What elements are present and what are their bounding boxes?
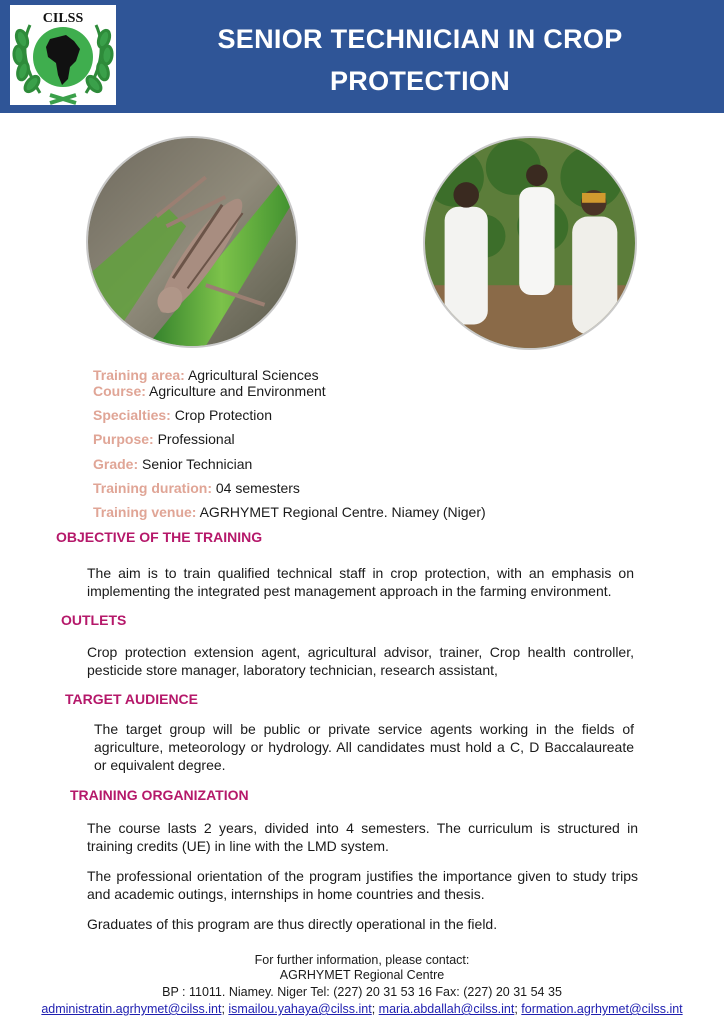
outlets-text: Crop protection extension agent, agricultural advisor, trainer, Crop health controller, pesticide store manager, laboratory technician, research assistant, (87, 644, 634, 678)
header-banner (0, 0, 724, 113)
page-title-line1: SENIOR TECHNICIAN IN CROP (217, 24, 623, 54)
audience-text: The target group will be public or private service agents working in the fields of agriculture, meteorology or hydrology. All candidates must hold a C, D Baccalaureate or equivalent degree. (94, 721, 634, 773)
detail-label: Training venue: (93, 504, 197, 520)
section-title-objective: OBJECTIVE OF THE TRAINING (56, 529, 263, 545)
detail-purpose (93, 431, 235, 447)
footer-centre-name: AGRHYMET Regional Centre (279, 968, 445, 982)
detail-label: Specialties: (93, 407, 171, 423)
people-inspecting-plant-photo (423, 136, 637, 350)
organization-text-2: The professional orientation of the program justifies the importance given to study trips and academic outings, internships in home countries and thesis. (87, 868, 638, 902)
email-link-maria[interactable]: maria.abdallah@cilss.int (378, 1002, 515, 1016)
detail-specialties (93, 407, 272, 423)
detail-label: Purpose: (93, 431, 154, 447)
email-separator: ; (221, 1002, 229, 1016)
detail-venue (93, 504, 486, 520)
detail-value: Professional (157, 431, 235, 447)
detail-value: Agriculture and Environment (149, 383, 326, 399)
detail-value: Crop Protection (174, 407, 272, 423)
detail-label: Course: (93, 383, 146, 399)
email-link-formation[interactable]: formation.agrhymet@cilss.int (521, 1002, 683, 1016)
detail-label: Training area: (93, 367, 185, 383)
detail-value: Agricultural Sciences (187, 367, 319, 383)
detail-value: AGRHYMET Regional Centre. Niamey (Niger) (199, 504, 486, 520)
objective-text: The aim is to train qualified technical staff in crop protection, with an emphasis on implementing the integrated pest management approach in the farming environment. (87, 565, 634, 599)
footer-contact-line: For further information, please contact: (254, 953, 470, 967)
page-title-line2: PROTECTION (329, 66, 510, 96)
email-link-ismailou[interactable]: ismailou.yahaya@cilss.int (228, 1002, 372, 1016)
detail-value: 04 semesters (215, 480, 300, 496)
footer-emails (0, 1002, 724, 1016)
organization-text-1: The course lasts 2 years, divided into 4 semesters. The curriculum is structured in training credits (UE) in line with the LMD system. (87, 820, 638, 854)
section-title-organization: TRAINING ORGANIZATION (70, 787, 249, 803)
detail-label: Grade: (93, 456, 139, 472)
page-title (130, 18, 710, 102)
detail-grade (93, 456, 252, 472)
footer-address: BP : 11011. Niamey. Niger Tel: (227) 20 31 53 16 Fax: (227) 20 31 54 35 (162, 985, 562, 999)
section-title-outlets: OUTLETS (61, 612, 127, 628)
detail-course (93, 383, 326, 399)
locust-on-leaf-photo (86, 136, 298, 348)
detail-duration (93, 480, 300, 496)
detail-value: Senior Technician (142, 456, 253, 472)
logo-text: CILSS (42, 11, 84, 26)
section-title-audience: TARGET AUDIENCE (65, 691, 198, 707)
detail-label: Training duration: (93, 480, 212, 496)
email-separator: ; (514, 1002, 522, 1016)
email-separator: ; (371, 1002, 379, 1016)
cilss-logo-icon (10, 5, 116, 105)
email-link-administration[interactable]: administratin.agrhymet@cilss.int (41, 1002, 222, 1016)
detail-training-area (93, 367, 319, 383)
organization-text-3: Graduates of this program are thus directly operational in the field. (87, 916, 498, 932)
